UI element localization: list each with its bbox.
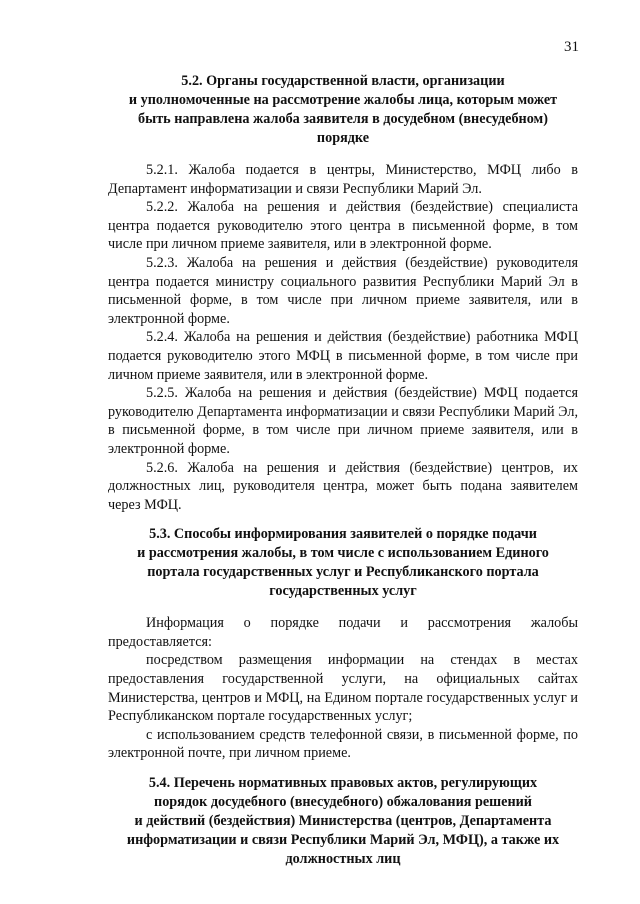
- paragraph: Информация о порядке подачи и рассмотрения жалобы предоставляется:: [108, 615, 578, 650]
- paragraph: посредством размещения информации на стендах в местах предоставления государственной услуги, на официальных сайтах Министерства, центров и МФЦ, на Едином портале государственных услуг и Республиканском портале государственных услуг;: [108, 652, 578, 725]
- paragraph: 5.2.5. Жалоба на решения и действия (бездействие) МФЦ подается руководителю Департамента информатизации и связи Республики Марий Эл, в письменной форме, в том числе при личном приеме заявителя, или в электронной форме.: [108, 385, 578, 457]
- page-number: 31: [564, 39, 579, 55]
- paragraph: 5.2.2. Жалоба на решения и действия (бездействие) специалиста центра подается руководителю этого центра в письменной форме, в том числе при личном приеме заявителя, или в электронной форме.: [108, 199, 578, 253]
- heading-line: портала государственных услуг и Республиканского портала: [147, 564, 539, 581]
- heading-line: 5.3. Способы информирования заявителей о порядке подачи: [149, 526, 537, 543]
- heading-line: порядке: [316, 130, 370, 146]
- heading-line: 5.4. Перечень нормативных правовых актов, регулирующих: [148, 775, 538, 792]
- heading-line: должностных лиц: [285, 851, 401, 868]
- section-5-3: [108, 525, 578, 763]
- heading-line: и действий (бездействия) Министерства (центров, Департамента: [134, 813, 552, 830]
- section-5-2: [108, 72, 578, 514]
- heading-line: порядок досудебного (внесудебного) обжалования решений: [154, 794, 532, 811]
- heading-line: и рассмотрения жалобы, в том числе с использованием Единого: [137, 545, 549, 562]
- paragraph: 5.2.1. Жалоба подается в центры, Министерство, МФЦ либо в Департамент информатизации и связи Республики Марий Эл.: [108, 162, 578, 197]
- heading-line: государственных услуг: [269, 583, 417, 600]
- paragraph: с использованием средств телефонной связи, в письменной форме, по электронной почте, при личном приеме.: [108, 726, 578, 762]
- section-heading: [108, 774, 578, 869]
- section-5-4: [108, 774, 578, 869]
- section-heading: [108, 72, 578, 148]
- section-heading: [108, 525, 578, 601]
- heading-line: 5.2. Органы государственной власти, организации: [181, 73, 505, 89]
- paragraph: 5.2.3. Жалоба на решения и действия (бездействие) руководителя центра подается министру социального развития Республики Марий Эл в письменной форме, в том числе при личном приеме заявителя, или в электронной форме.: [108, 254, 578, 327]
- heading-line: быть направлена жалоба заявителя в досудебном (внесудебном): [138, 111, 548, 127]
- heading-line: и уполномоченные на рассмотрение жалобы лица, которым может: [128, 92, 558, 108]
- document-body: [108, 72, 578, 882]
- paragraph: 5.2.6. Жалоба на решения и действия (бездействие) центров, их должностных лиц, руководителя центра, может быть подана заявителем через МФЦ.: [108, 459, 578, 513]
- heading-line: информатизации и связи Республики Марий Эл, МФЦ), а также их: [126, 832, 560, 849]
- paragraph: 5.2.4. Жалоба на решения и действия (бездействие) работника МФЦ подается руководителю этого МФЦ в письменной форме, в том числе при личном приеме заявителя, или в электронной форме.: [108, 329, 578, 383]
